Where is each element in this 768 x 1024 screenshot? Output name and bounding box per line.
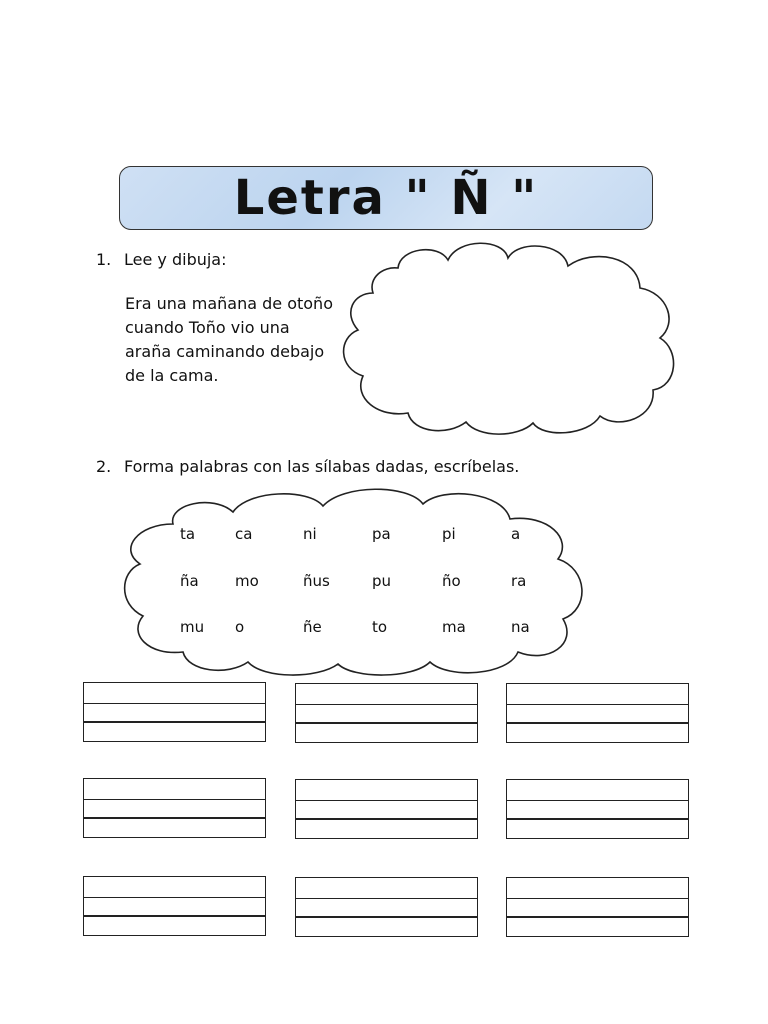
writing-lines[interactable] <box>506 877 689 937</box>
syllable: ma <box>442 618 466 636</box>
writing-lines[interactable] <box>295 779 478 839</box>
syllable: ño <box>442 572 461 590</box>
syllable: ca <box>235 525 253 543</box>
story-line: de la cama. <box>125 366 219 385</box>
syllable: to <box>372 618 388 636</box>
syllable: ni <box>303 525 317 543</box>
story-line: araña caminando debajo <box>125 342 325 361</box>
title-banner <box>119 166 653 230</box>
writing-lines[interactable] <box>506 779 689 839</box>
syllable: a <box>511 525 521 543</box>
writing-lines[interactable] <box>83 876 266 936</box>
page-title: Letra " Ñ " <box>233 170 539 226</box>
syllable: mo <box>235 572 259 590</box>
syllable: pa <box>372 525 391 543</box>
syllable: ta <box>180 525 196 543</box>
writing-lines[interactable] <box>295 683 478 743</box>
syllable: na <box>511 618 530 636</box>
syllable: o <box>235 618 245 636</box>
syllable: ña <box>180 572 199 590</box>
syllable: ñus <box>303 572 330 590</box>
story-line: Era una mañana de otoño <box>125 294 333 313</box>
writing-lines[interactable] <box>506 683 689 743</box>
writing-lines[interactable] <box>295 877 478 937</box>
exercise-2-text: Forma palabras con las sílabas dadas, escríbelas. <box>124 457 520 476</box>
exercise-1-text: Lee y dibuja: <box>124 250 227 269</box>
writing-lines[interactable] <box>83 682 266 742</box>
exercise-1-instruction <box>96 248 227 272</box>
syllable: pu <box>372 572 392 590</box>
exercise-2-instruction <box>96 455 519 479</box>
exercise-2-number: 2. <box>96 457 112 476</box>
syllable: mu <box>180 618 205 636</box>
writing-lines[interactable] <box>83 778 266 838</box>
drawing-cloud[interactable] <box>338 238 683 438</box>
exercise-1-number: 1. <box>96 250 112 269</box>
syllable: ñe <box>303 618 322 636</box>
story-line: cuando Toño vio una <box>125 318 290 337</box>
syllable: pi <box>442 525 456 543</box>
story-text <box>125 292 333 388</box>
syllable: ra <box>511 572 527 590</box>
